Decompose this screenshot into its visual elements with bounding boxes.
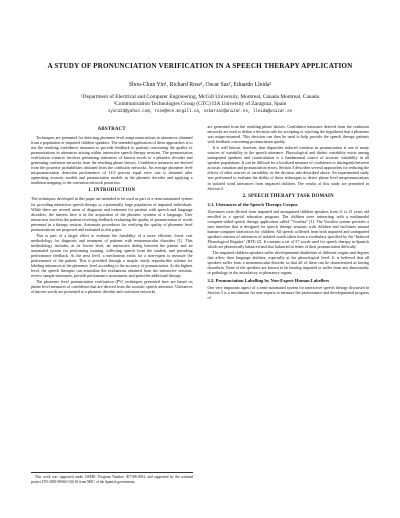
- intro-paragraph: The techniques developed in this paper are intended to be used as part of a semi-automated system for providing interactive speech therapy to a potentially large population of impaired individuals. While there are several areas of diagnosis and treatment for patients with speech and language disorders, the interest here is in the acquisition of the phonetic systems of a language. User interaction involves the patient receiving feedback evaluating the quality of pronunciation of words presented in a therapy session. Automatic procedures for verifying the quality of phoneme level pronunciations are proposed and evaluated in this paper.: [31, 196, 193, 232]
- right-column: [208, 124, 370, 301]
- body-columns: [31, 124, 369, 301]
- abstract-heading: ABSTRACT: [97, 127, 126, 132]
- affiliation-2: ²Communication Technologies Group (GTC) I3A University of Zaragoza, Spain: [113, 101, 287, 107]
- intro-continued-paragraph: are generated from the resulting phone lattices. Confidence measures derived from the confusion networks are used to define a decision rule for accepting or rejecting the hypothesis that a phoneme was mispronounced. This decision can then be used to help provide the speech therapy patients with feedback concerning pronunciation quality.: [207, 124, 369, 145]
- intro-paragraph: The phoneme level pronunciation verification (PV) techniques presented here are based on phone level measures of confidence that are derived from the acoustic speech utterance. Utterances of known words are presented to a phonetic decoder and confusion networks: [31, 279, 193, 295]
- affiliation-1: ¹Department of Electrical and Computer Engineering, McGill University, Montreal, Canada Montreal, Canada: [81, 94, 319, 100]
- author-list: Shou-Chun Yin¹, Richard Rose¹, Oscar Saz², Eduardo Lleida²: [128, 82, 272, 88]
- subsection-2-2-heading: 2.2. Pronunciation Labelling by Non-Expert Human Labellers: [207, 278, 330, 284]
- intro-paragraph: This is part of a larger effort to evaluate the feasibility of a more efficient, lower cost methodology for diagnosis and treatment of patients with neuromuscular disorders [1]. This methodology includes, at its lowest level, an interactive dialog between the patient and an automated system for performing training, collecting speech from the student, and providing performance feedback. At the next level, a mechanism exists for a non-expert to measure the performance of the patient. This is provided through a simple, easily reproducible scheme for labeling utterances at the phonemic level according to the accuracy of pronunciation. At the highest level, the speech therapist can assimilate the evaluations obtained from the interactive sessions, review sample utterances, provide performance assessment, and prescribe additional therapy.: [31, 232, 193, 279]
- introduction-heading: 1. INTRODUCTION: [88, 188, 136, 194]
- abstract-text: Techniques are presented for detecting phoneme level mispronunciations in utterances obtained from a population of impaired children speakers. The intended application of these approaches is to use the resulting confidence measures to provide feedback to patients concerning the quality of pronunciations in utterances arising within interactive speech therapy sessions. The pronunciation verification scenario involves presenting utterances of known words to a phonetic decoder and generating confusion networks from the resulting phone lattices. Confidence measures are derived from the posterior probabilities obtained from the confusion networks. An average phoneme level mispronunciation detection performance of 14.9 percent equal error rate is obtained after optimizing acoustic models and pronunciation models in the phonetic decoder and applying a nonlinear mapping to the confusion network posteriors.: [31, 135, 193, 186]
- funding-footnote: [31, 472, 193, 485]
- author-emails: syin123@yahoo.com, rose@ece.mcgill.ca, oskarsaz@unizar.es, lleida@unizar.es: [107, 110, 293, 114]
- footnote-text: This work was supported under NSERC Program Number 307188-2004, and supported by the national project TIN-2005-08660-C04-01 from MEC of the Spanish government.: [31, 475, 193, 484]
- left-column: [31, 124, 193, 301]
- paper-title: A STUDY OF PRONUNCIATION VERIFICATION IN A SPEECH THERAPY APPLICATION: [47, 62, 353, 70]
- section-paragraph: Utterances were elicited from impaired and unimpaired children speakers from 11 to 21 years old enrolled in a special education program. The children were interacting with a multimodal computer-aided speech therapy application called "Vocaliza" [1]. The Vocaliza system provides a user interface that is designed for speech therapy sessions with children and facilitates natural human-computer interaction for children. All speech collected from both impaired and unimpaired speakers consists of utterances of isolated words taken from a vocabulary specified by the "Induced Phonological Register" (RFI) [2]. It contains a set of 57 words used for speech therapy in Spanish which are phonetically balanced and also balanced in terms of their pronunciation difficulty.: [207, 208, 369, 249]
- section-2-heading: 2. SPEECH THERAPY TASK DOMAIN: [242, 193, 334, 199]
- section-paragraph: One very important aspect of a semi-automated system for interactive speech therapy discussed in Section 3 is a mechanism for non-experts to measure the performance and developmental progress of: [207, 285, 369, 301]
- subsection-2-1-heading: 2.1. Utterances of the Speech Therapy Corpus: [207, 201, 298, 207]
- intro-paragraph: It is well known, however, that disparities induced variation in pronunciation is one of many sources of variability in the speech utterance. Physiological and dialect variability exists among unimpaired speakers and coarticulation is a fundamental source of acoustic variability in all speaker populations. It can be difficult for a localized measure of confidence to distinguish between acoustic variation and pronunciation errors. Section 3 describes several approaches for reducing the effects of other sources of variability on the decision rule described above. An experimental study was performed to evaluate the ability of these techniques to detect phone level mispronunciations in isolated word utterances from impaired children. The results of this study are presented in Section 4.: [207, 145, 369, 191]
- section-paragraph: The impaired children speakers suffer developmental disabilities of different origins and degrees that affect their language abilities, especially at the phonological level. It is believed that all speakers suffer from a neuromuscular disorder so that all of them can be characterized as having dysarthria. None of the speakers are known to be hearing impaired or suffer from any abnormality or pathology in the articulatory or phonatory organs.: [207, 249, 369, 276]
